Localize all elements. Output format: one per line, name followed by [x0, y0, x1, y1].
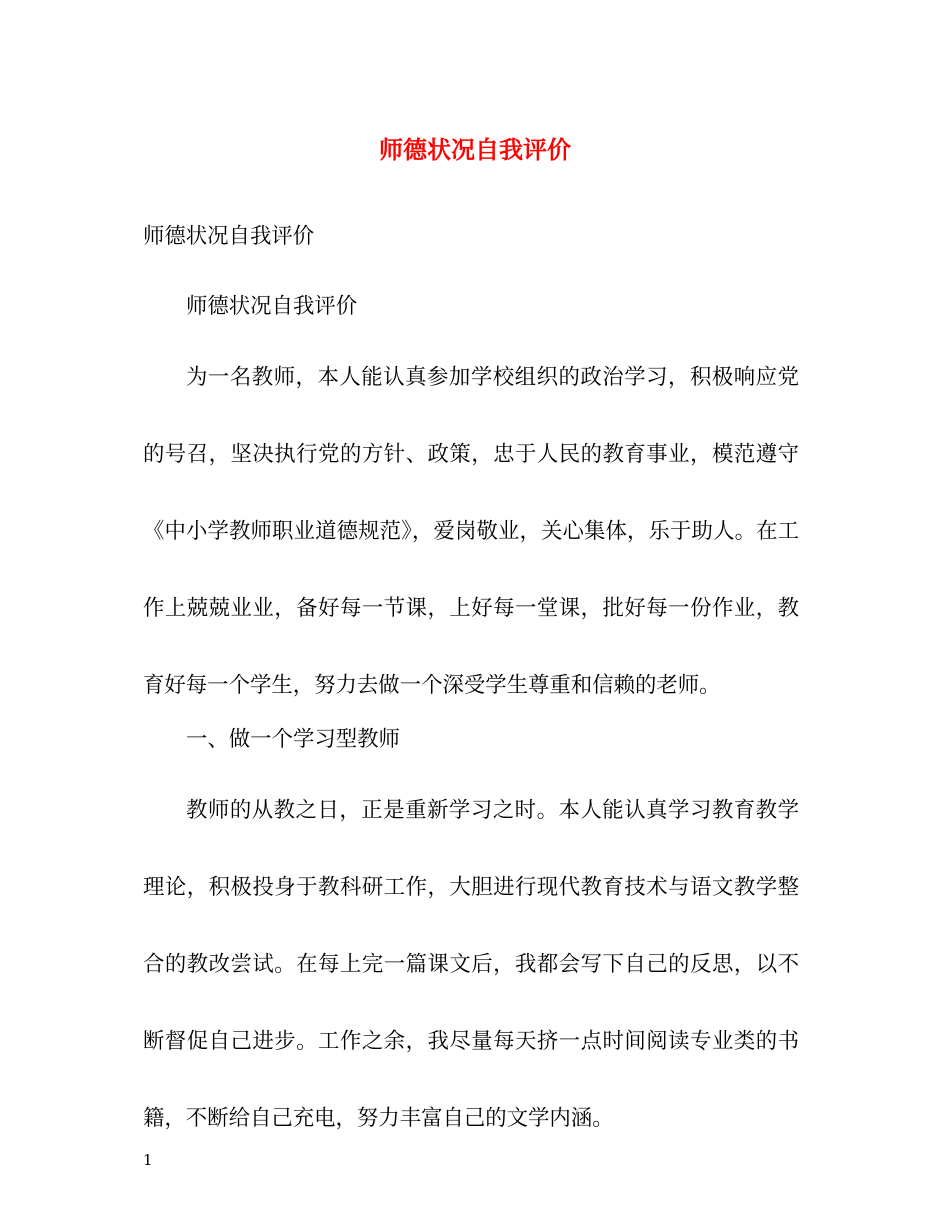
- document-title: 师德状况自我评价: [379, 135, 571, 164]
- page-number: 1: [143, 1151, 153, 1169]
- indented-heading: 师德状况自我评价: [186, 294, 358, 319]
- paragraph-2: 教师的从教之日，正是重新学习之时。本人能认真学习教育教学理论，积极投身于教科研工作，大胆进行现代教育技术与语文教学整合的教改尝试。在每上完一篇课文后，我都会写下自己的反思，以不断督促自己进步。工作之余，我尽量每天挤一点时间阅读专业类的书籍，不断给自己充电，努力丰富自己的文学内涵。: [143, 798, 799, 1131]
- document-body: [143, 214, 799, 1150]
- paragraph-1: 为一名教师，本人能认真参加学校组织的政治学习，积极响应党的号召，坚决执行党的方针、政策，忠于人民的教育事业，模范遵守《中小学教师职业道德规范》，爱岗敬业，关心集体，乐于助人。在工作上兢兢业业，备好每一节课，上好每一堂课，批好每一份作业，教育好每一个学生，努力去做一个深受学生尊重和信赖的老师。: [143, 365, 799, 698]
- plain-heading: 师德状况自我评价: [143, 224, 315, 249]
- section-heading-1: 一、做一个学习型教师: [186, 727, 400, 752]
